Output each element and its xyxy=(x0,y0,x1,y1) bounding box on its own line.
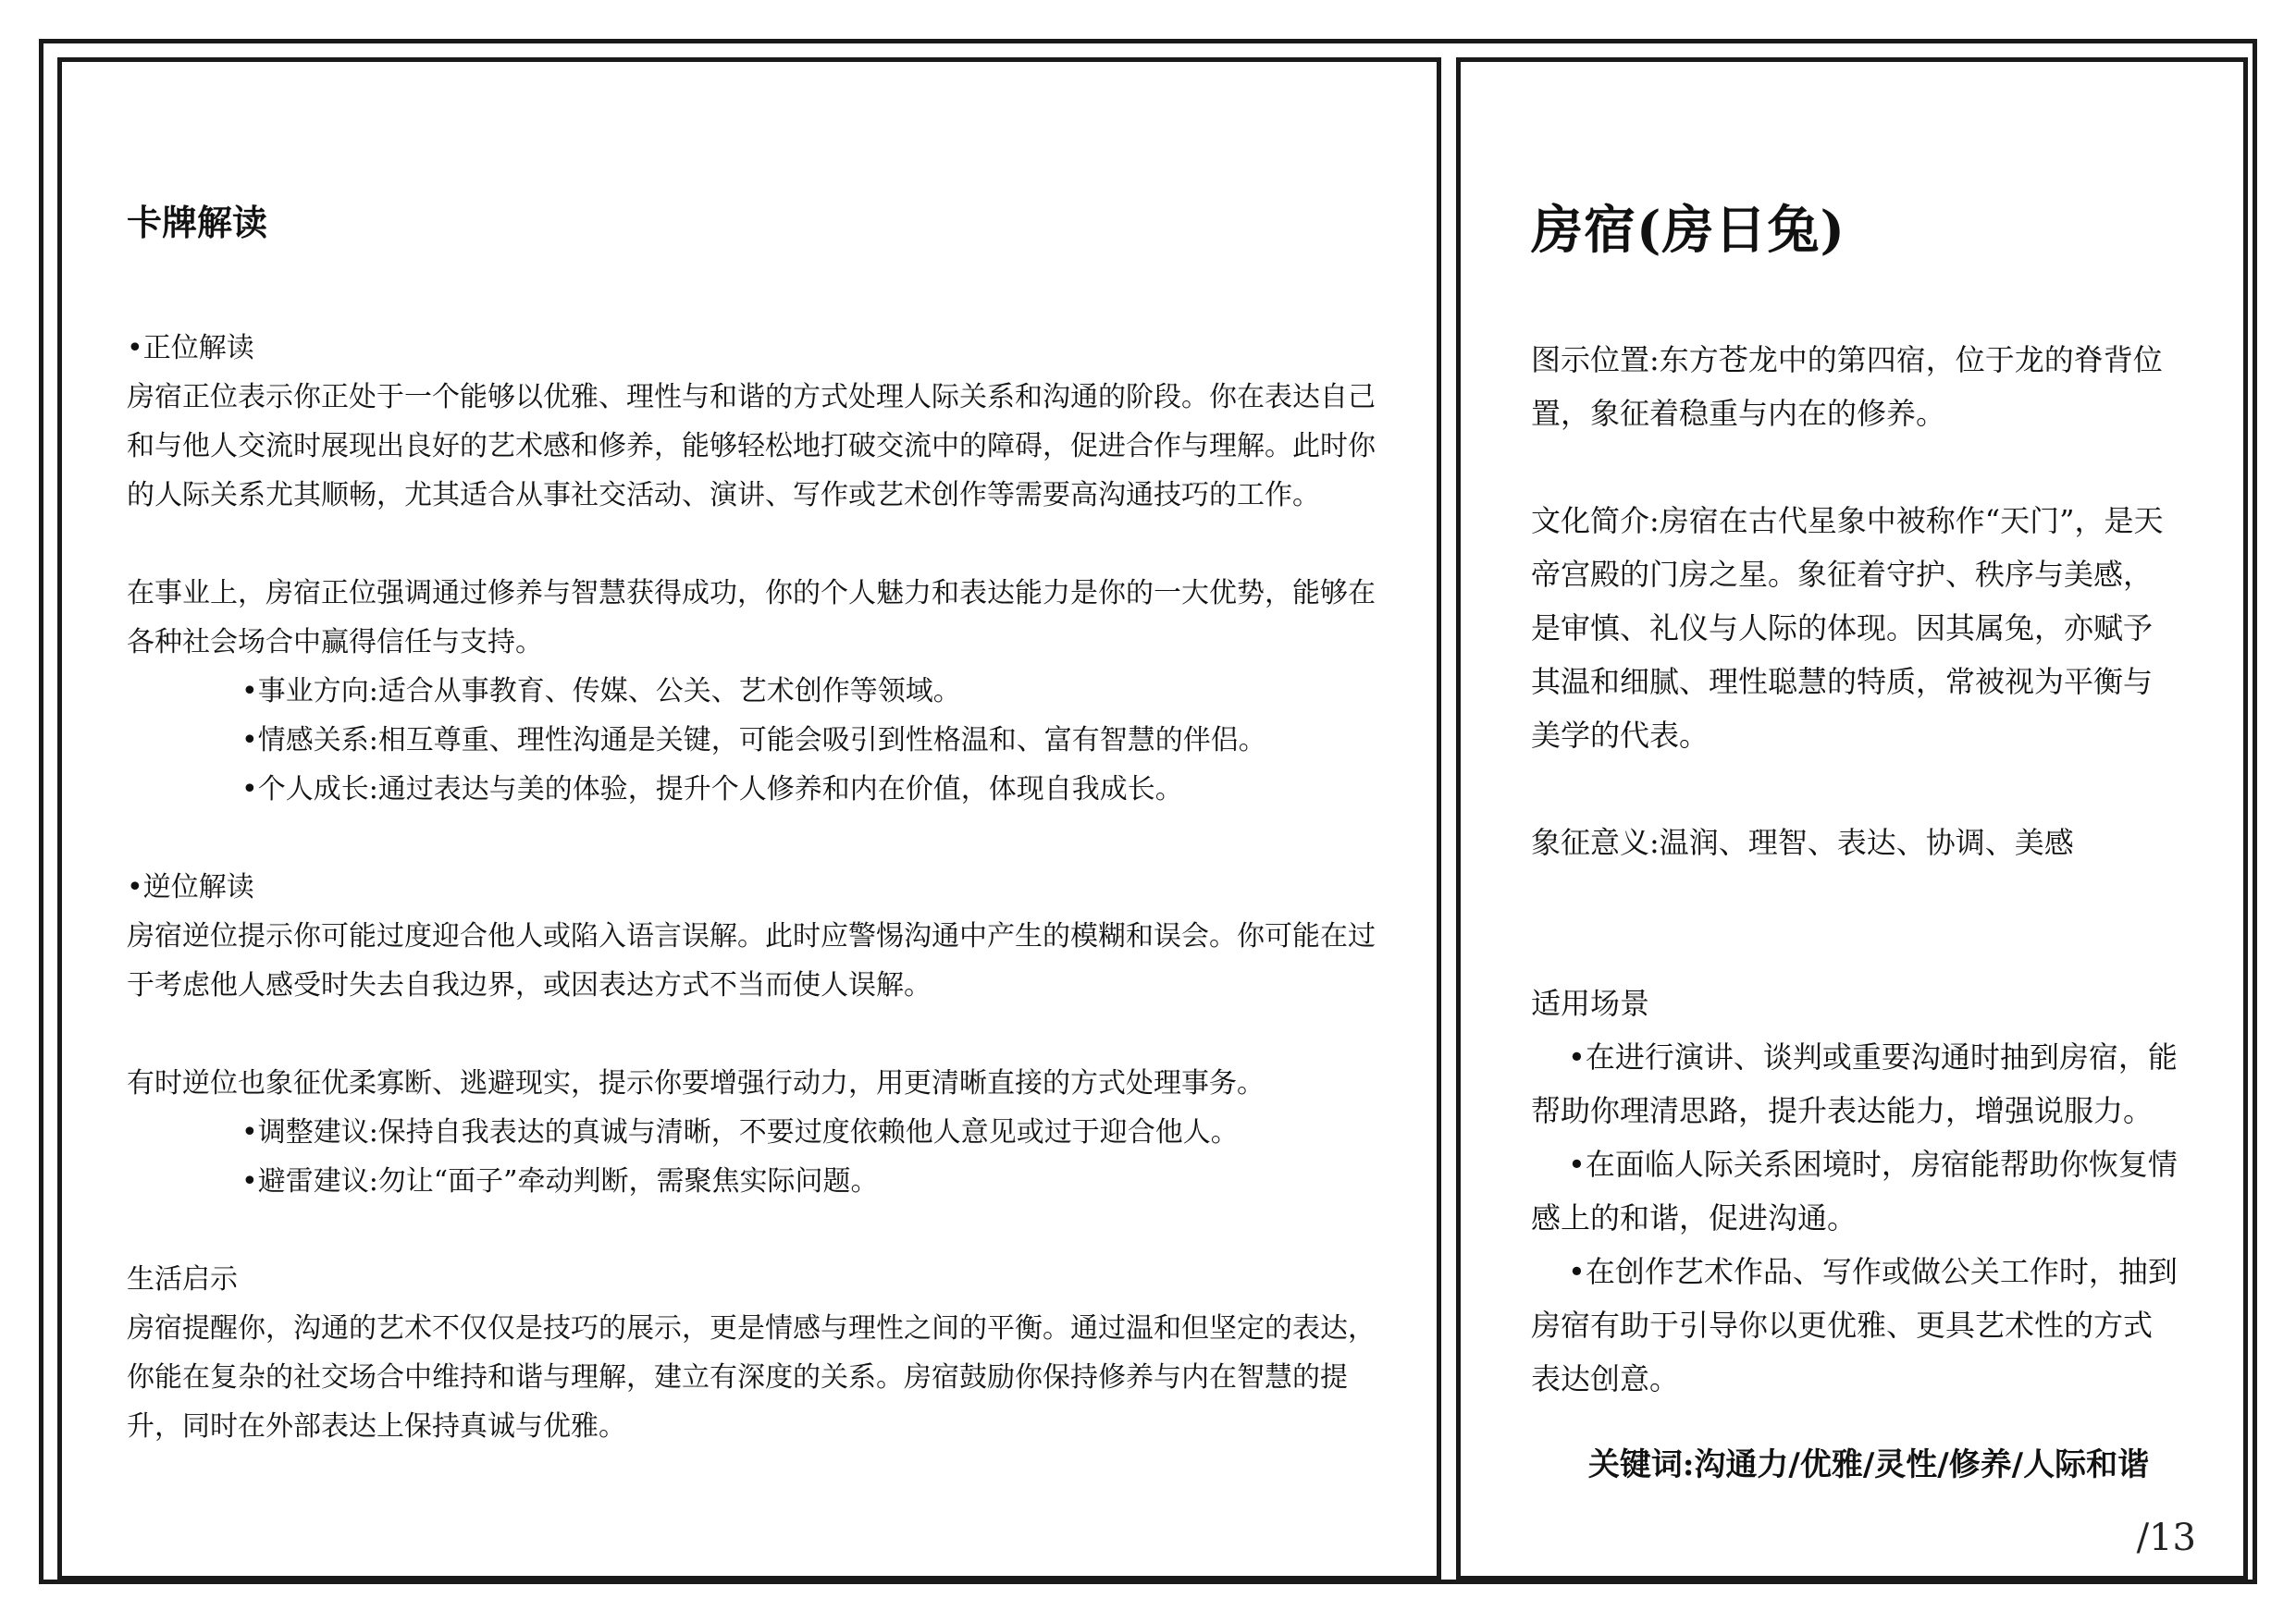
scene-bullet: •在进行演讲、谈判或重要沟通时抽到房宿，能帮助你理清思路，提升表达能力，增强说服力。 xyxy=(1531,1039,2178,1128)
upright-bullet: •情感关系:相互尊重、理性沟通是关键，可能会吸引到性格温和、富有智慧的伴侣。 xyxy=(241,724,1266,756)
reversed-bullet: •避雷建议:勿让“面子”牵动判断，需聚焦实际问题。 xyxy=(241,1165,879,1198)
reversed-title: •逆位解读 xyxy=(127,871,254,904)
upright-paragraph-2: 在事业上，房宿正位强调通过修养与智慧获得成功，你的个人魅力和表达能力是你的一大优势，能够在各种社会场合中赢得信任与支持。 xyxy=(127,577,1376,658)
page-number: /13 xyxy=(2136,1517,2196,1559)
culture-text: 文化简介:房宿在古代星象中被称作“天门”，是天帝宫殿的门房之星。象征着守护、秩序与美感，是审慎、礼仪与人际的体现。因其属兔，亦赋予其温和细腻、理性聪慧的特质，常被视为平衡与美学的代表。 xyxy=(1531,503,2164,753)
scene-bullet: •在面临人际关系困境时，房宿能帮助你恢复情感上的和谐，促进沟通。 xyxy=(1531,1147,2178,1236)
upright-bullet: •个人成长:通过表达与美的体验，提升个人修养和内在价值，体现自我成长。 xyxy=(241,773,1183,805)
reversed-paragraph-1: 房宿逆位提示你可能过度迎合他人或陷入语言误解。此时应警惕沟通中产生的模糊和误会。你可能在过于考虑他人感受时失去自我边界，或因表达方式不当而使人误解。 xyxy=(127,920,1376,1002)
position-text: 图示位置:东方苍龙中的第四宿，位于龙的脊背位置，象征着稳重与内在的修养。 xyxy=(1531,342,2163,431)
upright-bullet: •事业方向:适合从事教育、传媒、公关、艺术创作等领域。 xyxy=(241,675,961,707)
life-insight-title: 生活启示 xyxy=(127,1263,238,1296)
reversed-paragraph-2: 有时逆位也象征优柔寡断、逃避现实，提示你要增强行动力，用更清晰直接的方式处理事务。 xyxy=(127,1067,1265,1100)
scene-bullet: •在创作艺术作品、写作或做公关工作时，抽到房宿有助于引导你以更优雅、更具艺术性的方式表达创意。 xyxy=(1531,1254,2178,1396)
keywords-line: 关键词:沟通力/优雅/灵性/修养/人际和谐 xyxy=(1587,1446,2150,1483)
mansion-title: 房宿(房日兔) xyxy=(1531,200,1845,261)
upright-title: •正位解读 xyxy=(127,332,254,364)
life-insight-paragraph: 房宿提醒你，沟通的艺术不仅仅是技巧的展示，更是情感与理性之间的平衡。通过温和但坚定的表达，你能在复杂的社交场合中维持和谐与理解，建立有深度的关系。房宿鼓励你保持修养与内在智慧的提升，同时在外部表达上保持真诚与优雅。 xyxy=(127,1312,1376,1443)
scene-title: 适用场景 xyxy=(1531,986,1650,1021)
section-heading: 卡牌解读 xyxy=(127,202,268,243)
upright-paragraph-1: 房宿正位表示你正处于一个能够以优雅、理性与和谐的方式处理人际关系和沟通的阶段。你在表达自己和与他人交流时展现出良好的艺术感和修养，能够轻松地打破交流中的障碍，促进合作与理解。此时你的人际关系尤其顺畅，尤其适合从事社交活动、演讲、写作或艺术创作等需要高沟通技巧的工作。 xyxy=(127,381,1376,511)
reversed-bullet: •调整建议:保持自我表达的真诚与清晰，不要过度依赖他人意见或过于迎合他人。 xyxy=(241,1116,1239,1149)
mansion-info-section xyxy=(1531,190,2179,1492)
card-interpretation-section xyxy=(127,194,1385,1451)
meaning-text: 象征意义:温润、理智、表达、协调、美感 xyxy=(1531,825,2074,860)
